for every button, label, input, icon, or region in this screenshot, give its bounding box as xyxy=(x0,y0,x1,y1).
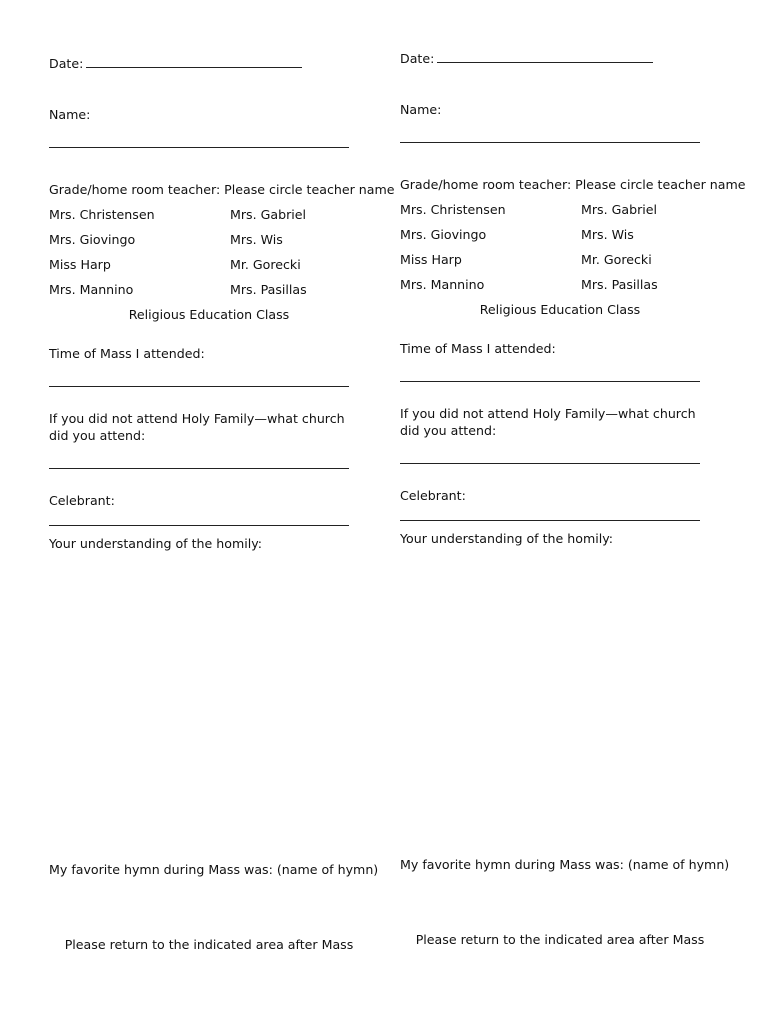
teacher-option[interactable]: Mrs. Pasillas xyxy=(581,277,658,292)
teacher-option[interactable]: Mrs. Christensen xyxy=(400,202,506,217)
date-field[interactable] xyxy=(49,55,302,72)
other-church-label: If you did not attend Holy Family—what church did you attend: xyxy=(49,411,345,443)
teacher-option[interactable]: Mrs. Gabriel xyxy=(581,202,658,217)
date-label: Date: xyxy=(49,56,84,71)
return-note: Please return to the indicated area after Mass xyxy=(64,937,354,952)
teacher-option[interactable]: Mr. Gorecki xyxy=(581,252,652,267)
teacher-option[interactable]: Mrs. Mannino xyxy=(49,282,134,297)
religious-education-option[interactable]: Religious Education Class xyxy=(479,302,641,317)
name-label: Name: xyxy=(400,102,442,117)
celebrant-blank[interactable] xyxy=(400,520,700,521)
date-field[interactable] xyxy=(400,50,653,67)
homily-label: Your understanding of the homily: xyxy=(400,531,613,546)
date-blank[interactable] xyxy=(86,56,302,68)
name-label: Name: xyxy=(49,107,91,122)
name-blank[interactable] xyxy=(49,147,349,148)
time-of-mass-label: Time of Mass I attended: xyxy=(400,341,556,356)
date-blank[interactable] xyxy=(437,51,653,63)
teacher-option[interactable]: Mrs. Christensen xyxy=(49,207,155,222)
grade-teacher-label: Grade/home room teacher: Please circle teacher name xyxy=(400,177,746,192)
mass-form-right xyxy=(400,0,746,1019)
teacher-option[interactable]: Mrs. Pasillas xyxy=(230,282,307,297)
grade-teacher-label: Grade/home room teacher: Please circle teacher name xyxy=(49,182,395,197)
teacher-option[interactable]: Mrs. Wis xyxy=(581,227,634,242)
mass-form-left xyxy=(49,0,395,1024)
favorite-hymn-label: My favorite hymn during Mass was: (name of hymn) xyxy=(49,862,379,877)
return-note: Please return to the indicated area after Mass xyxy=(415,932,705,947)
teacher-option[interactable]: Miss Harp xyxy=(400,252,462,267)
time-of-mass-blank[interactable] xyxy=(400,381,700,382)
religious-education-option[interactable]: Religious Education Class xyxy=(128,307,290,322)
teacher-option[interactable]: Mrs. Giovingo xyxy=(49,232,136,247)
teacher-option[interactable]: Mrs. Mannino xyxy=(400,277,485,292)
teacher-option[interactable]: Mrs. Wis xyxy=(230,232,283,247)
homily-label: Your understanding of the homily: xyxy=(49,536,262,551)
celebrant-blank[interactable] xyxy=(49,525,349,526)
other-church-blank[interactable] xyxy=(400,463,700,464)
time-of-mass-blank[interactable] xyxy=(49,386,349,387)
time-of-mass-label: Time of Mass I attended: xyxy=(49,346,205,361)
celebrant-label: Celebrant: xyxy=(49,493,115,508)
celebrant-label: Celebrant: xyxy=(400,488,466,503)
other-church-blank[interactable] xyxy=(49,468,349,469)
teacher-option[interactable]: Mrs. Giovingo xyxy=(400,227,487,242)
teacher-option[interactable]: Mr. Gorecki xyxy=(230,257,301,272)
other-church-label: If you did not attend Holy Family—what church did you attend: xyxy=(400,406,696,438)
favorite-hymn-label: My favorite hymn during Mass was: (name of hymn) xyxy=(400,857,730,872)
teacher-option[interactable]: Miss Harp xyxy=(49,257,111,272)
name-blank[interactable] xyxy=(400,142,700,143)
teacher-option[interactable]: Mrs. Gabriel xyxy=(230,207,307,222)
date-label: Date: xyxy=(400,51,435,66)
